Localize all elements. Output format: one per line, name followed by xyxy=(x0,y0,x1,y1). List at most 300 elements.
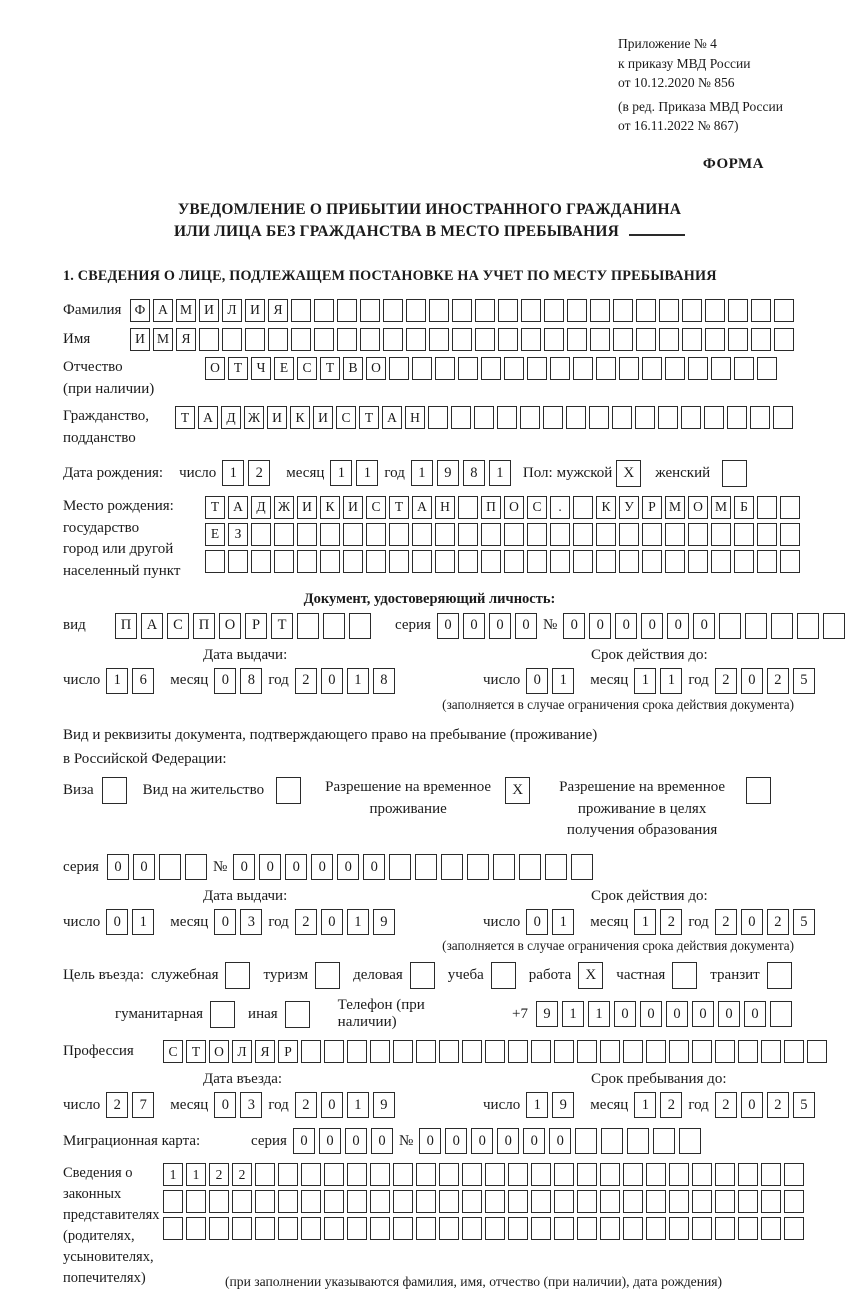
form-cell[interactable] xyxy=(705,299,725,322)
form-cell[interactable] xyxy=(774,328,794,351)
form-cell[interactable]: 2 xyxy=(295,1092,317,1118)
form-cell[interactable]: 0 xyxy=(363,854,385,880)
form-cell[interactable] xyxy=(475,328,495,351)
doc-series-cells[interactable] xyxy=(437,613,541,639)
form-cell[interactable]: Ж xyxy=(244,406,264,429)
form-cell[interactable] xyxy=(807,1040,827,1063)
form-cell[interactable] xyxy=(458,523,478,546)
form-cell[interactable] xyxy=(653,1128,675,1154)
stay-year-cells[interactable] xyxy=(715,1092,819,1118)
form-cell[interactable]: 0 xyxy=(445,1128,467,1154)
form-cell[interactable]: 0 xyxy=(693,613,715,639)
form-cell[interactable] xyxy=(623,1163,643,1186)
form-cell[interactable] xyxy=(232,1190,252,1213)
form-cell[interactable]: 5 xyxy=(793,1092,815,1118)
form-cell[interactable]: 1 xyxy=(330,460,352,486)
form-cell[interactable]: С xyxy=(527,496,547,519)
form-cell[interactable] xyxy=(485,1163,505,1186)
form-cell[interactable] xyxy=(780,496,800,519)
residence-permit-checkbox[interactable] xyxy=(276,777,301,804)
form-cell[interactable] xyxy=(416,1190,436,1213)
form-cell[interactable]: 0 xyxy=(692,1001,714,1027)
form-cell[interactable]: О xyxy=(205,357,225,380)
form-cell[interactable] xyxy=(577,1040,597,1063)
form-cell[interactable] xyxy=(751,328,771,351)
birth-year-cells[interactable] xyxy=(411,460,515,486)
form-cell[interactable] xyxy=(185,854,207,880)
form-cell[interactable]: 0 xyxy=(214,1092,236,1118)
form-cell[interactable] xyxy=(619,550,639,573)
form-cell[interactable] xyxy=(774,299,794,322)
form-cell[interactable]: Д xyxy=(251,496,271,519)
form-cell[interactable] xyxy=(406,299,426,322)
form-cell[interactable] xyxy=(619,523,639,546)
form-cell[interactable]: 1 xyxy=(660,668,682,694)
form-cell[interactable] xyxy=(527,357,547,380)
form-cell[interactable] xyxy=(347,1217,367,1240)
form-cell[interactable] xyxy=(481,550,501,573)
form-cell[interactable] xyxy=(784,1163,804,1186)
form-cell[interactable] xyxy=(600,1217,620,1240)
form-cell[interactable]: С xyxy=(336,406,356,429)
form-cell[interactable] xyxy=(545,854,567,880)
form-cell[interactable] xyxy=(715,1217,735,1240)
form-cell[interactable] xyxy=(679,1128,701,1154)
form-cell[interactable]: 8 xyxy=(373,668,395,694)
form-cell[interactable] xyxy=(508,1217,528,1240)
form-cell[interactable] xyxy=(780,523,800,546)
form-cell[interactable] xyxy=(669,1163,689,1186)
birth-month-cells[interactable] xyxy=(330,460,382,486)
form-cell[interactable] xyxy=(665,357,685,380)
form-cell[interactable]: Ф xyxy=(130,299,150,322)
form-cell[interactable] xyxy=(360,328,380,351)
form-cell[interactable]: М xyxy=(153,328,173,351)
form-cell[interactable]: 2 xyxy=(715,909,737,935)
form-cell[interactable]: К xyxy=(596,496,616,519)
form-cell[interactable]: 0 xyxy=(293,1128,315,1154)
form-cell[interactable] xyxy=(412,550,432,573)
form-cell[interactable]: Н xyxy=(405,406,425,429)
form-cell[interactable] xyxy=(715,1040,735,1063)
form-cell[interactable] xyxy=(688,357,708,380)
form-cell[interactable]: 1 xyxy=(347,909,369,935)
form-cell[interactable] xyxy=(527,523,547,546)
entry-year-cells[interactable] xyxy=(295,1092,399,1118)
form-cell[interactable]: Р xyxy=(245,613,267,639)
legal-row3-cells[interactable] xyxy=(163,1217,807,1240)
form-cell[interactable] xyxy=(337,328,357,351)
form-cell[interactable] xyxy=(504,523,524,546)
form-cell[interactable] xyxy=(435,550,455,573)
form-cell[interactable] xyxy=(704,406,724,429)
form-cell[interactable] xyxy=(452,299,472,322)
form-cell[interactable] xyxy=(554,1217,574,1240)
form-cell[interactable]: 9 xyxy=(373,1092,395,1118)
form-cell[interactable] xyxy=(823,613,845,639)
form-cell[interactable] xyxy=(337,299,357,322)
form-cell[interactable]: 0 xyxy=(214,668,236,694)
form-cell[interactable]: 2 xyxy=(209,1163,229,1186)
form-cell[interactable] xyxy=(439,1040,459,1063)
migration-series-cells[interactable] xyxy=(293,1128,397,1154)
birth-place-row1-cells[interactable] xyxy=(205,496,803,519)
form-cell[interactable] xyxy=(186,1217,206,1240)
form-cell[interactable]: . xyxy=(550,496,570,519)
form-cell[interactable] xyxy=(508,1190,528,1213)
form-cell[interactable] xyxy=(370,1190,390,1213)
form-cell[interactable] xyxy=(159,854,181,880)
form-cell[interactable] xyxy=(728,299,748,322)
form-cell[interactable]: А xyxy=(382,406,402,429)
form-cell[interactable] xyxy=(458,550,478,573)
purpose-official-checkbox[interactable] xyxy=(225,962,250,989)
form-cell[interactable] xyxy=(370,1163,390,1186)
form-cell[interactable]: 0 xyxy=(526,909,548,935)
form-cell[interactable] xyxy=(268,328,288,351)
form-cell[interactable] xyxy=(245,328,265,351)
form-cell[interactable]: 0 xyxy=(107,854,129,880)
form-cell[interactable] xyxy=(389,854,411,880)
form-cell[interactable]: 0 xyxy=(321,668,343,694)
form-cell[interactable] xyxy=(705,328,725,351)
form-cell[interactable] xyxy=(589,406,609,429)
form-cell[interactable] xyxy=(320,550,340,573)
form-cell[interactable] xyxy=(508,1163,528,1186)
form-cell[interactable] xyxy=(301,1040,321,1063)
form-cell[interactable]: 1 xyxy=(588,1001,610,1027)
form-cell[interactable]: 0 xyxy=(463,613,485,639)
form-cell[interactable] xyxy=(504,357,524,380)
form-cell[interactable] xyxy=(636,328,656,351)
form-cell[interactable] xyxy=(462,1163,482,1186)
form-cell[interactable] xyxy=(757,357,777,380)
form-cell[interactable]: 0 xyxy=(371,1128,393,1154)
form-cell[interactable] xyxy=(750,406,770,429)
purpose-business-checkbox[interactable] xyxy=(410,962,435,989)
purpose-private-checkbox[interactable] xyxy=(672,962,697,989)
form-cell[interactable]: 0 xyxy=(563,613,585,639)
legal-row2-cells[interactable] xyxy=(163,1190,807,1213)
form-cell[interactable]: 0 xyxy=(133,854,155,880)
form-cell[interactable]: З xyxy=(228,523,248,546)
form-cell[interactable] xyxy=(566,406,586,429)
form-cell[interactable]: И xyxy=(297,496,317,519)
form-cell[interactable] xyxy=(393,1190,413,1213)
form-cell[interactable] xyxy=(575,1128,597,1154)
form-cell[interactable]: 2 xyxy=(715,1092,737,1118)
form-cell[interactable]: 2 xyxy=(248,460,270,486)
form-cell[interactable]: Д xyxy=(221,406,241,429)
form-cell[interactable] xyxy=(646,1040,666,1063)
form-cell[interactable] xyxy=(301,1190,321,1213)
purpose-tourism-checkbox[interactable] xyxy=(315,962,340,989)
purpose-humanitarian-checkbox[interactable] xyxy=(210,1001,235,1028)
form-cell[interactable]: 0 xyxy=(641,613,663,639)
form-cell[interactable]: А xyxy=(228,496,248,519)
form-cell[interactable] xyxy=(623,1040,643,1063)
form-cell[interactable] xyxy=(389,357,409,380)
form-cell[interactable]: А xyxy=(198,406,218,429)
form-cell[interactable] xyxy=(669,1217,689,1240)
form-cell[interactable]: Л xyxy=(222,299,242,322)
citizenship-cells[interactable] xyxy=(175,406,796,429)
form-cell[interactable]: 5 xyxy=(793,668,815,694)
phone-cells[interactable] xyxy=(536,1001,796,1027)
form-cell[interactable]: М xyxy=(711,496,731,519)
form-cell[interactable]: П xyxy=(193,613,215,639)
form-cell[interactable]: 0 xyxy=(523,1128,545,1154)
form-cell[interactable] xyxy=(682,299,702,322)
residence-expiry-month-cells[interactable] xyxy=(634,909,686,935)
form-cell[interactable] xyxy=(623,1190,643,1213)
form-cell[interactable]: 1 xyxy=(634,909,656,935)
form-cell[interactable] xyxy=(393,1163,413,1186)
form-cell[interactable]: 9 xyxy=(437,460,459,486)
form-cell[interactable] xyxy=(770,1001,792,1027)
profession-cells[interactable] xyxy=(163,1040,830,1063)
form-cell[interactable]: И xyxy=(199,299,219,322)
form-cell[interactable] xyxy=(475,299,495,322)
form-cell[interactable] xyxy=(665,550,685,573)
form-cell[interactable] xyxy=(255,1163,275,1186)
form-cell[interactable] xyxy=(727,406,747,429)
form-cell[interactable] xyxy=(738,1163,758,1186)
birth-place-row3-cells[interactable] xyxy=(205,550,803,573)
form-cell[interactable]: 6 xyxy=(132,668,154,694)
form-cell[interactable]: С xyxy=(167,613,189,639)
form-cell[interactable] xyxy=(439,1163,459,1186)
form-cell[interactable] xyxy=(521,328,541,351)
form-cell[interactable]: 0 xyxy=(437,613,459,639)
form-cell[interactable]: 1 xyxy=(132,909,154,935)
form-cell[interactable]: 1 xyxy=(347,668,369,694)
form-cell[interactable] xyxy=(493,854,515,880)
form-cell[interactable] xyxy=(734,523,754,546)
patronymic-cells[interactable] xyxy=(205,357,780,380)
form-cell[interactable]: 1 xyxy=(186,1163,206,1186)
form-cell[interactable] xyxy=(481,357,501,380)
form-cell[interactable] xyxy=(527,550,547,573)
form-cell[interactable]: 0 xyxy=(666,1001,688,1027)
form-cell[interactable] xyxy=(771,613,793,639)
form-cell[interactable] xyxy=(186,1190,206,1213)
form-cell[interactable]: 0 xyxy=(337,854,359,880)
form-cell[interactable] xyxy=(520,406,540,429)
form-cell[interactable] xyxy=(441,854,463,880)
form-cell[interactable] xyxy=(347,1163,367,1186)
form-cell[interactable] xyxy=(646,1190,666,1213)
form-cell[interactable] xyxy=(780,550,800,573)
form-cell[interactable]: 1 xyxy=(634,1092,656,1118)
form-cell[interactable] xyxy=(658,406,678,429)
form-cell[interactable] xyxy=(554,1163,574,1186)
form-cell[interactable] xyxy=(571,854,593,880)
form-cell[interactable]: К xyxy=(320,496,340,519)
form-cell[interactable] xyxy=(291,328,311,351)
purpose-study-checkbox[interactable] xyxy=(491,962,516,989)
form-cell[interactable] xyxy=(596,357,616,380)
form-cell[interactable] xyxy=(497,406,517,429)
doc-expiry-day-cells[interactable] xyxy=(526,668,578,694)
doc-issue-year-cells[interactable] xyxy=(295,668,399,694)
form-cell[interactable] xyxy=(531,1217,551,1240)
residence-issue-day-cells[interactable] xyxy=(106,909,158,935)
form-cell[interactable] xyxy=(596,523,616,546)
form-cell[interactable] xyxy=(485,1217,505,1240)
form-cell[interactable] xyxy=(659,328,679,351)
form-cell[interactable] xyxy=(761,1040,781,1063)
form-cell[interactable]: Т xyxy=(186,1040,206,1063)
form-cell[interactable]: Ж xyxy=(274,496,294,519)
form-cell[interactable] xyxy=(416,1217,436,1240)
form-cell[interactable]: П xyxy=(115,613,137,639)
form-cell[interactable] xyxy=(567,299,587,322)
form-cell[interactable] xyxy=(761,1217,781,1240)
form-cell[interactable] xyxy=(613,328,633,351)
form-cell[interactable] xyxy=(429,328,449,351)
form-cell[interactable]: Т xyxy=(175,406,195,429)
form-cell[interactable]: 0 xyxy=(718,1001,740,1027)
residence-expiry-year-cells[interactable] xyxy=(715,909,819,935)
form-cell[interactable] xyxy=(590,299,610,322)
form-cell[interactable] xyxy=(451,406,471,429)
form-cell[interactable]: Я xyxy=(268,299,288,322)
form-cell[interactable]: Я xyxy=(176,328,196,351)
form-cell[interactable]: 8 xyxy=(240,668,262,694)
form-cell[interactable] xyxy=(642,523,662,546)
form-cell[interactable] xyxy=(784,1040,804,1063)
form-cell[interactable]: 0 xyxy=(744,1001,766,1027)
form-cell[interactable] xyxy=(251,550,271,573)
form-cell[interactable]: 1 xyxy=(411,460,433,486)
form-cell[interactable] xyxy=(669,1190,689,1213)
form-cell[interactable]: Р xyxy=(642,496,662,519)
form-cell[interactable]: Т xyxy=(359,406,379,429)
form-cell[interactable] xyxy=(504,550,524,573)
form-cell[interactable] xyxy=(209,1190,229,1213)
form-cell[interactable] xyxy=(623,1217,643,1240)
form-cell[interactable] xyxy=(642,550,662,573)
form-cell[interactable] xyxy=(274,550,294,573)
form-cell[interactable] xyxy=(370,1217,390,1240)
form-cell[interactable] xyxy=(600,1163,620,1186)
form-cell[interactable] xyxy=(255,1217,275,1240)
form-cell[interactable]: 2 xyxy=(715,668,737,694)
form-cell[interactable] xyxy=(761,1190,781,1213)
stay-month-cells[interactable] xyxy=(634,1092,686,1118)
form-cell[interactable] xyxy=(612,406,632,429)
form-cell[interactable]: У xyxy=(619,496,639,519)
form-cell[interactable] xyxy=(314,299,334,322)
form-cell[interactable] xyxy=(738,1040,758,1063)
form-cell[interactable]: 2 xyxy=(295,909,317,935)
migration-number-cells[interactable] xyxy=(419,1128,705,1154)
form-cell[interactable] xyxy=(642,357,662,380)
form-cell[interactable] xyxy=(692,1163,712,1186)
form-cell[interactable] xyxy=(452,328,472,351)
form-cell[interactable] xyxy=(636,299,656,322)
form-cell[interactable] xyxy=(416,1040,436,1063)
birth-place-row2-cells[interactable] xyxy=(205,523,803,546)
purpose-transit-checkbox[interactable] xyxy=(767,962,792,989)
form-cell[interactable] xyxy=(550,550,570,573)
form-cell[interactable]: 5 xyxy=(793,909,815,935)
form-cell[interactable]: Т xyxy=(205,496,225,519)
form-cell[interactable]: 2 xyxy=(767,668,789,694)
form-cell[interactable]: 0 xyxy=(106,909,128,935)
form-cell[interactable] xyxy=(550,357,570,380)
doc-issue-month-cells[interactable] xyxy=(214,668,266,694)
form-cell[interactable] xyxy=(415,854,437,880)
form-cell[interactable] xyxy=(347,1040,367,1063)
residence-series-cells[interactable] xyxy=(107,854,211,880)
form-cell[interactable]: 1 xyxy=(634,668,656,694)
form-cell[interactable] xyxy=(646,1217,666,1240)
form-cell[interactable] xyxy=(370,1040,390,1063)
form-cell[interactable] xyxy=(711,550,731,573)
form-cell[interactable] xyxy=(519,854,541,880)
doc-number-cells[interactable] xyxy=(563,613,849,639)
form-cell[interactable]: 2 xyxy=(767,909,789,935)
form-cell[interactable]: М xyxy=(176,299,196,322)
form-cell[interactable]: 0 xyxy=(497,1128,519,1154)
form-cell[interactable] xyxy=(278,1217,298,1240)
form-cell[interactable] xyxy=(347,1190,367,1213)
form-cell[interactable]: Р xyxy=(278,1040,298,1063)
form-cell[interactable]: 0 xyxy=(741,909,763,935)
form-cell[interactable]: 3 xyxy=(240,1092,262,1118)
form-cell[interactable] xyxy=(435,357,455,380)
form-cell[interactable]: 0 xyxy=(549,1128,571,1154)
form-cell[interactable] xyxy=(544,328,564,351)
form-cell[interactable] xyxy=(688,523,708,546)
form-cell[interactable] xyxy=(784,1190,804,1213)
form-cell[interactable] xyxy=(228,550,248,573)
form-cell[interactable] xyxy=(711,523,731,546)
form-cell[interactable] xyxy=(278,1163,298,1186)
form-cell[interactable] xyxy=(428,406,448,429)
purpose-work-checkbox[interactable]: X xyxy=(578,962,603,989)
form-cell[interactable] xyxy=(573,550,593,573)
form-cell[interactable]: 0 xyxy=(589,613,611,639)
form-cell[interactable]: 1 xyxy=(222,460,244,486)
form-cell[interactable] xyxy=(366,523,386,546)
name-cells[interactable] xyxy=(130,328,797,351)
entry-month-cells[interactable] xyxy=(214,1092,266,1118)
form-cell[interactable]: 1 xyxy=(562,1001,584,1027)
form-cell[interactable] xyxy=(474,406,494,429)
form-cell[interactable] xyxy=(531,1163,551,1186)
form-cell[interactable] xyxy=(692,1040,712,1063)
form-cell[interactable] xyxy=(577,1190,597,1213)
form-cell[interactable] xyxy=(278,1190,298,1213)
form-cell[interactable]: 0 xyxy=(741,1092,763,1118)
form-cell[interactable] xyxy=(343,523,363,546)
form-cell[interactable]: 0 xyxy=(515,613,537,639)
form-cell[interactable] xyxy=(751,299,771,322)
form-cell[interactable] xyxy=(692,1190,712,1213)
form-cell[interactable] xyxy=(531,1040,551,1063)
form-cell[interactable] xyxy=(360,299,380,322)
form-cell[interactable] xyxy=(297,550,317,573)
form-cell[interactable]: М xyxy=(665,496,685,519)
form-cell[interactable] xyxy=(481,523,501,546)
form-cell[interactable]: 1 xyxy=(526,1092,548,1118)
form-cell[interactable] xyxy=(163,1217,183,1240)
form-cell[interactable] xyxy=(291,299,311,322)
form-cell[interactable] xyxy=(412,357,432,380)
